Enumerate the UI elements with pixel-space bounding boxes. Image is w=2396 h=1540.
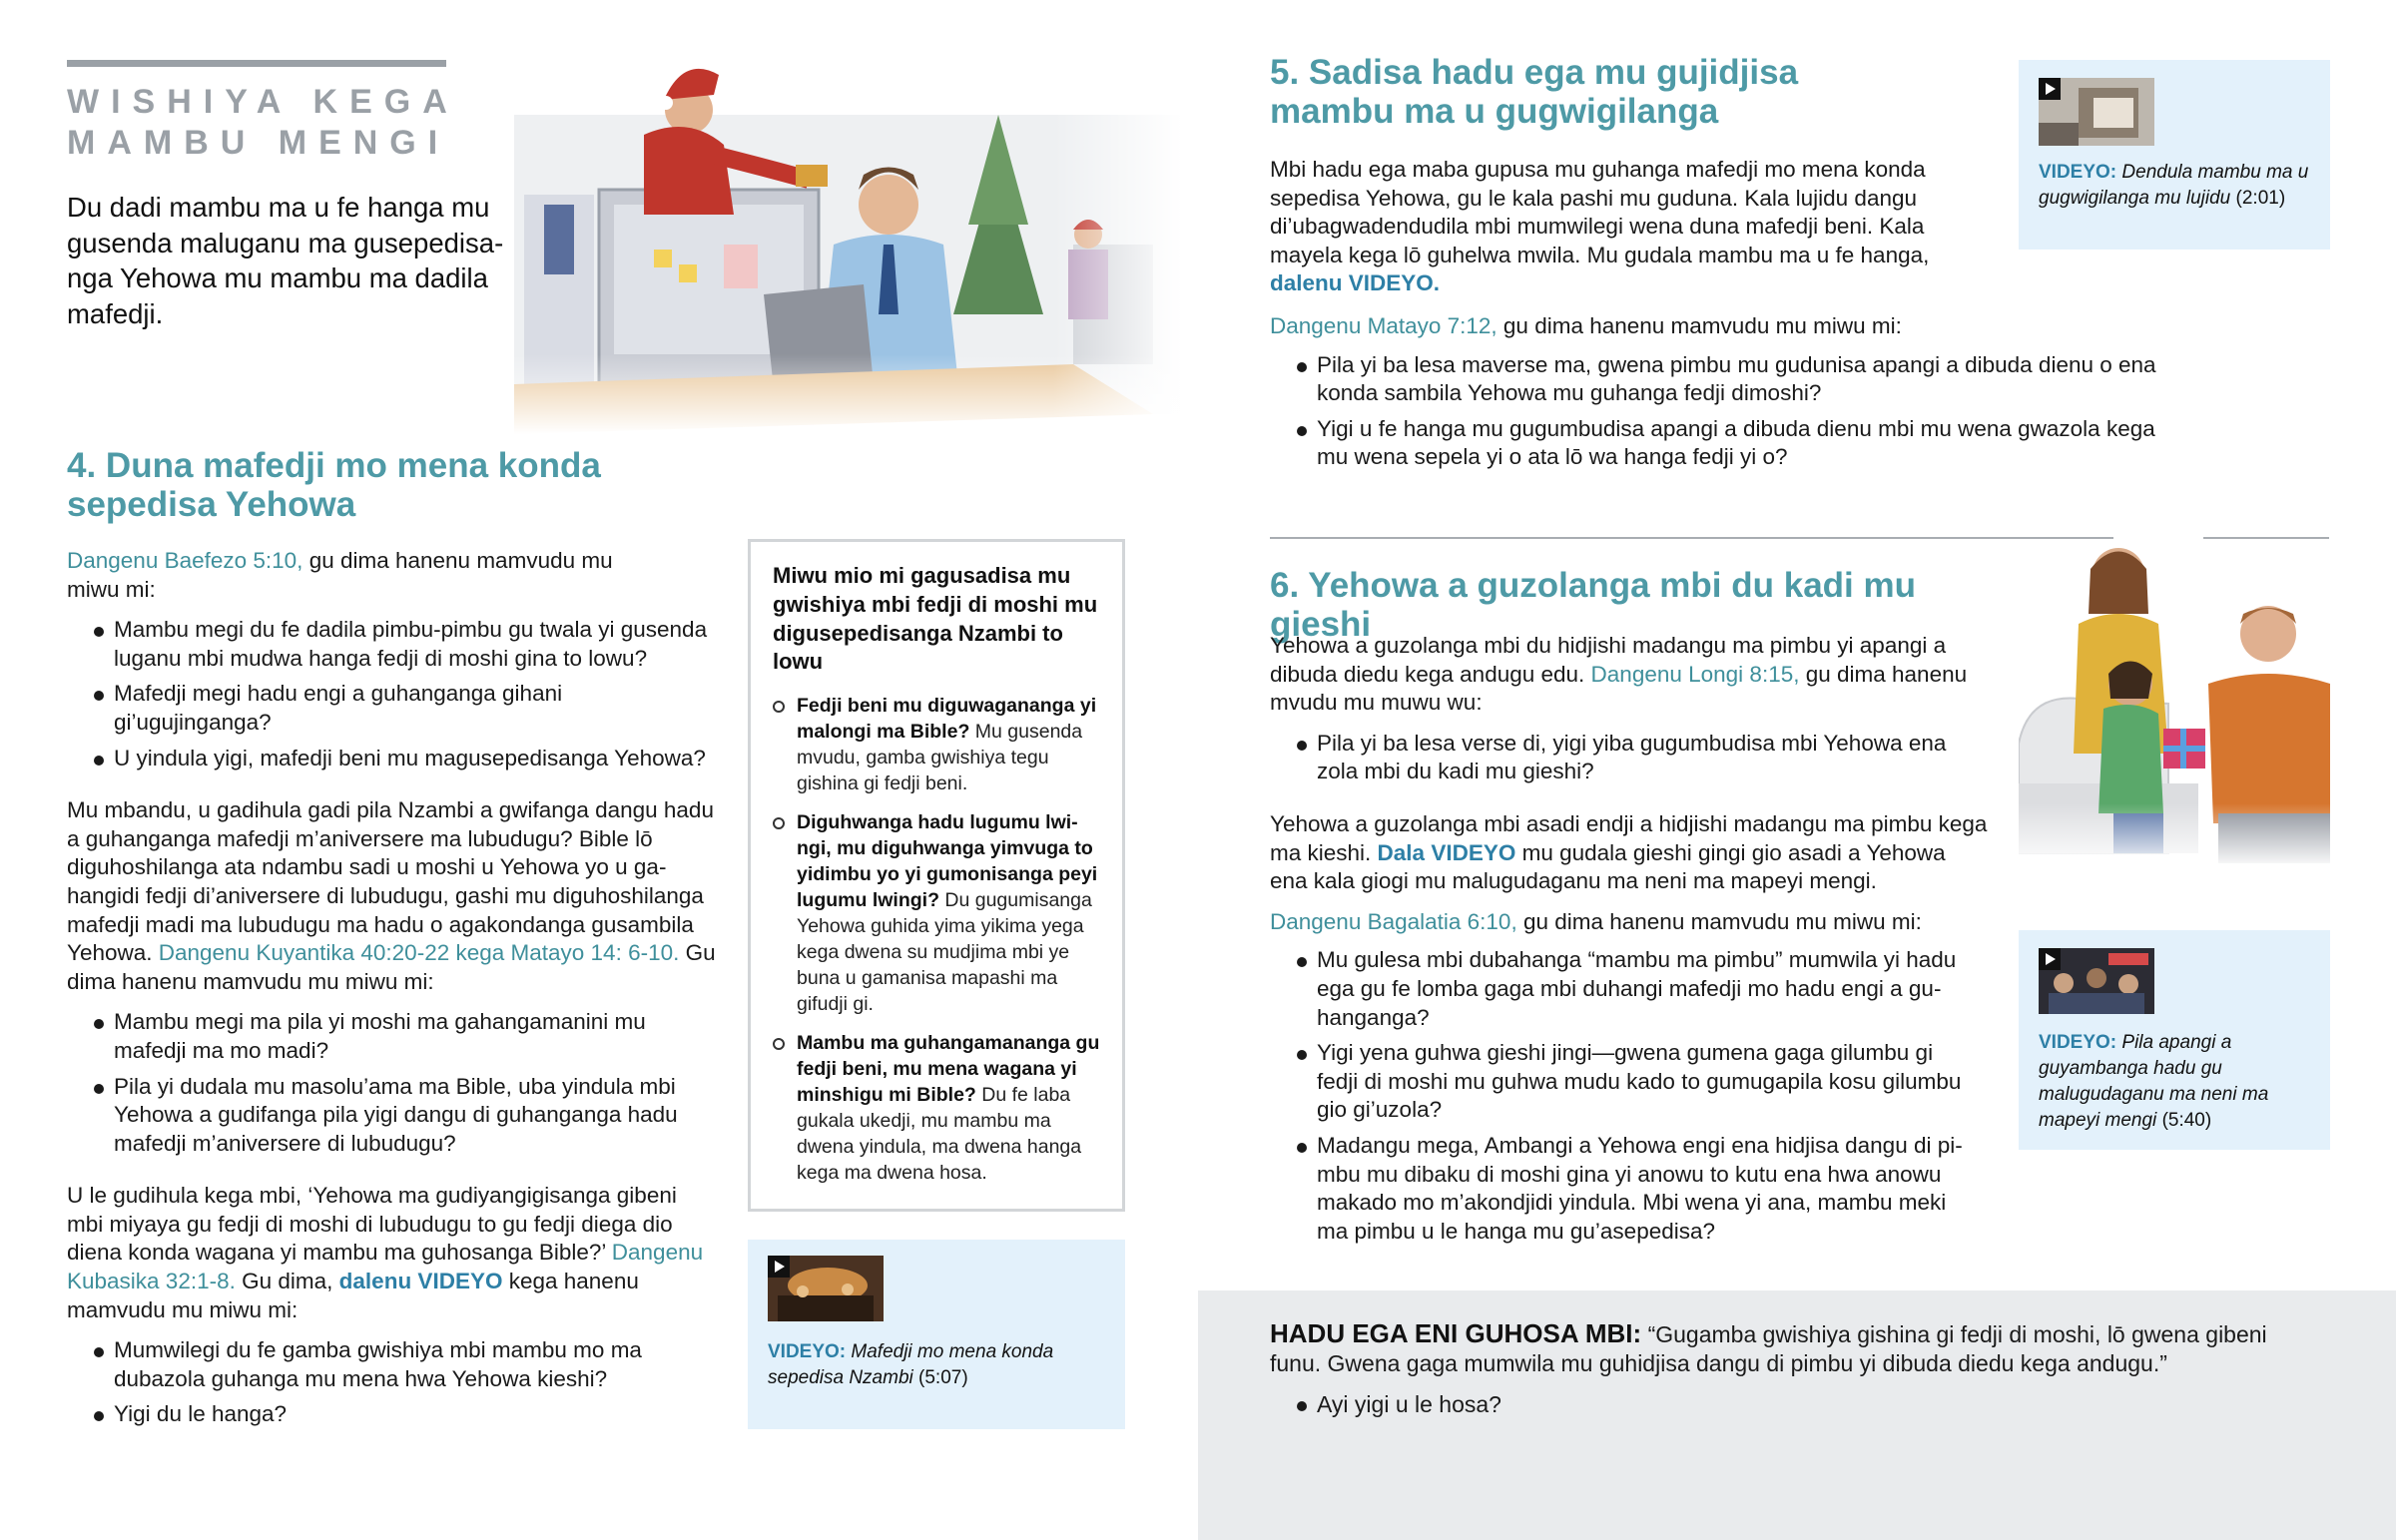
sidebar-item: Mambu ma guhangamananga gu fedji beni, mu mena wagana yi minshigu mi Bible? Du fe laba gukala ukedji, mu mambu ma dwena yindula, ma dwena hanga kega ma dwena hosa. [773, 1030, 1104, 1186]
section4-body [67, 547, 716, 1436]
office-illustration [514, 55, 1183, 434]
section5-body [1270, 156, 2156, 479]
family-illustration [2019, 524, 2330, 868]
section6-paragraph3: Dangenu Bagalatia 6:10, gu dima hanenu mamvudu mu miwu mi: [1270, 908, 1922, 934]
intro-title-line1: WISHIYA KEGA [67, 83, 459, 121]
summary-text [1270, 1319, 2298, 1426]
intro-title-line2: MAMBU MENGI [67, 124, 450, 162]
section6-ref1[interactable]: Dangenu Longi 8:15, [1590, 661, 1800, 687]
intro-title [67, 82, 486, 164]
video-caption: VIDEYO: Pila apangi a guyambanga hadu gu malugudaganu ma neni ma mapeyi mengi (5:40) [2039, 1032, 2269, 1131]
section4-questions2 [67, 1008, 716, 1158]
list-item: Pila yi ba lesa maverse ma, gwena pimbu mu gudunisa apangi a dibuda dienu o ena konda sambila Yehowa mu guhanga fedji dimoshi? [1270, 351, 2158, 408]
section4-ref3[interactable]: Dangenu Kubasika 32:1-8. [67, 1240, 704, 1294]
intro-text: Du dadi mambu ma u fe hanga mu gusenda maluganu ma gusepedisanga Yehowa mu mambu ma dadila mafedji. [67, 192, 504, 329]
sidebar-item: Diguhwanga hadu lugumu lwingi, mu diguhwanga yimvuga to yidimbu yo yi gumonisanga peyi lugumu lwingi? Du gugumisanga Yehowa guhida yima yikima yega kega dwena su mudjima mbi ye buna u gamanisa mapashi ma gifudji gi. [773, 809, 1104, 1017]
video-box-right-bottom[interactable] [2019, 930, 2330, 1150]
video-thumbnail[interactable] [2039, 78, 2154, 146]
section6-paragraph1: Yehowa a guzolanga mbi du hidjishi madangu ma pimbu yi apangi a dibuda diedu kega andugu edu. Dangenu Longi 8:15, gu dima hanenu mvudu mu muwu wu: [1270, 633, 1968, 716]
section4-paragraph1: Dangenu Baefezo 5:10, gu dima hanenu mamvudu mu miwu mi: [67, 548, 613, 602]
section4-questions1 [67, 616, 716, 772]
section4-video-link[interactable]: dalenu VIDEYO [338, 1269, 503, 1294]
section6-questions1 [1270, 730, 1949, 786]
sidebar-item: Fedji beni mu diguwagananga yi malongi ma Bible? Mu gusenda mvudu, gamba gwishiya tegu gishina gi fedji beni. [773, 693, 1104, 796]
list-item: Madangu mega, Ambangi a Yehowa engi ena hidjisa dangu di pimbu mu dibaku di moshi gina yi anowu to kutu ena hwa anowu makado mo m’akondjidi yindula. Mbi wena yi ana, mambu meki ma pimbu u le hanga mu gu’asepedisa? [1270, 1132, 1969, 1246]
play-icon[interactable] [2039, 948, 2061, 970]
sidebar-list [773, 693, 1104, 1186]
list-item: Mambu megi ma pila yi moshi ma gahangamanini mu mafedji ma mo madi? [67, 1008, 716, 1065]
section5-heading: 5. Sadisa hadu ega mu gujidjisa mambu ma u gugwigilanga [1270, 53, 1799, 131]
video-box-right-top[interactable] [2019, 60, 2330, 250]
video-thumbnail[interactable] [768, 1256, 884, 1321]
list-item: Yigi du le hanga? [67, 1400, 716, 1429]
video-caption: VIDEYO: Mafedji mo mena konda sepedisa Nzambi (5:07) [768, 1341, 1054, 1388]
list-item: Mumwilegi du fe gamba gwishiya mbi mambu mo ma dubazola guhanga mu mena hwa Yehowa kieshi? [67, 1336, 716, 1393]
section6-video-link[interactable]: Dala VIDEYO [1377, 839, 1516, 865]
section5-paragraph2: Dangenu Matayo 7:12, gu dima hanenu mamvudu mu miwu mi: [1270, 312, 1902, 338]
section4-ref1[interactable]: Dangenu Baefezo 5:10, [67, 548, 303, 573]
play-icon[interactable] [768, 1256, 790, 1278]
section4-paragraph3: U le gudihula kega mbi, ‘Yehowa ma gudiyangigisanga gibeni mbi miyaya gu fedji di moshi di lubudugu to gu fedji diega dio diena konda wagana yi mambu ma guhosanga Bible?’ Dangenu Kubasika 32:1-8. Gu dima, dalenu VIDEYO kega hanenu mamvudu mu miwu mi: [67, 1183, 704, 1322]
list-item: Yigi u fe hanga mu gugumbudisa apangi a dibuda dienu mbi mu wena gwazola kega mu wena sepela yi o ata lō wa hanga fedji yi o? [1270, 415, 2158, 472]
section4-paragraph2: Mu mbandu, u gadihula gadi pila Nzambi a gwifanga dangu hadu a guhanganga mafedji m’aniversere ma lubudugu? Bible lō diguhoshilanga ata ndambu sadi u moshi u Yehowa yo u gahangidi fedji di’aniversere di lubudugu, gashi mu diguhoshilanga mafedji madi ma lubudugu ma hadu o agakondanga gusambila Yehowa. Dangenu Kuyantika 40:20-22 kega Matayo 14: 6-10. Gu dima hanenu mamvudu mu miwu mi: [67, 797, 716, 994]
list-item: Pila yi ba lesa verse di, yigi yiba gugumbudisa mbi Yehowa ena zola mbi du kadi mu gieshi? [1270, 730, 1949, 786]
section6-heading: 6. Yehowa a guzolanga mbi du kadi mu gieshi [1270, 566, 1916, 644]
section6-questions2 [1270, 946, 1969, 1246]
video-box-left[interactable] [748, 1240, 1125, 1429]
section6-paragraph2: Yehowa a guzolanga mbi asadi endji a hidjishi madangu ma pimbu kega ma kieshi. Dala VIDEYO mu gudala gieshi gingi gio asadi a Yehowa ena kala giogi mu malugudaganu ma neni ma mapeyi mengi. [1270, 810, 1988, 894]
video-thumbnail[interactable] [2039, 948, 2154, 1014]
list-item: Ayi yigi u le hosa? [1270, 1390, 2298, 1419]
section5-paragraph1: Mbi hadu ega maba gupusa mu guhanga mafedji mo mena konda sepedisa Yehowa, gu le kala pashi mu guduna. Kala lujidu dangu di’ubagwadendudila mbi mumwilegi wena duna mafedji beni. Kala mayela kega lō guhelwa mwila. Mu gudala mambu ma u fe hanga, dalenu VIDEYO. [1270, 157, 1930, 296]
section4-ref2[interactable]: Dangenu Kuyantika 40:20-22 kega Matayo 14: 6-10. [158, 940, 680, 966]
sidebar-box [748, 539, 1125, 1212]
list-item: Mambu megi du fe dadila pimbu-pimbu gu twala yi gusenda luganu mbi mudwa hanga fedji di moshi gina to lowu? [67, 616, 716, 673]
list-item: U yindula yigi, mafedji beni mu magusepedisanga Yehowa? [67, 745, 716, 773]
section4-questions3 [67, 1336, 716, 1429]
section4-heading: 4. Duna mafedji mo mena konda sepedisa Yehowa [67, 446, 601, 524]
play-icon[interactable] [2039, 78, 2061, 100]
list-item: Yigi yena guhwa gieshi jingi—gwena gumena gaga gilumbu gi fedji di moshi mu guhwa mudu kado to gumugapila kosu gilumbu gio gi’uzola? [1270, 1039, 1969, 1125]
video-caption: VIDEYO: Dendula mambu ma u gugwigilanga mu lujidu (2:01) [2039, 162, 2309, 209]
list-item: Pila yi dudala mu masolu’ama ma Bible, uba yindula mbi Yehowa a gudifanga pila yigi dangu di guhanganga hadu mafedji m’aniversere di lubudugu? [67, 1073, 716, 1159]
sidebar-title: Miwu mio mi gagusadisa mu gwishiya mbi fedji di moshi mu digusepedisanga Nzambi to lowu [773, 563, 1098, 675]
list-item: Mu gulesa mbi dubahanga “mambu ma pimbu” mumwila yi hadu ega gu fe lomba gaga mbi duhangi mafedji mo hadu engi a guhanganga? [1270, 946, 1969, 1032]
summary-quote: HADU EGA ENI GUHOSA MBI: “Gugamba gwishiya gishina gi fedji di moshi, lō gwena gibeni funu. Gwena gaga mumwila mu guhidjisa dangu di pimbu yi dibuda diedu kega andugu.” [1270, 1318, 2267, 1376]
section5-questions [1270, 351, 2158, 472]
section6-body [1270, 632, 1989, 1253]
summary-questions [1270, 1390, 2298, 1419]
section5-video-link[interactable]: dalenu VIDEYO. [1270, 270, 1441, 296]
section-divider [1270, 537, 2113, 539]
section5-ref[interactable]: Dangenu Matayo 7:12, [1270, 312, 1498, 338]
list-item: Mafedji megi hadu engi a guhanganga gihani gi’ugujinganga? [67, 680, 716, 737]
intro-rule [67, 60, 446, 67]
section6-ref2[interactable]: Dangenu Bagalatia 6:10, [1270, 908, 1517, 934]
